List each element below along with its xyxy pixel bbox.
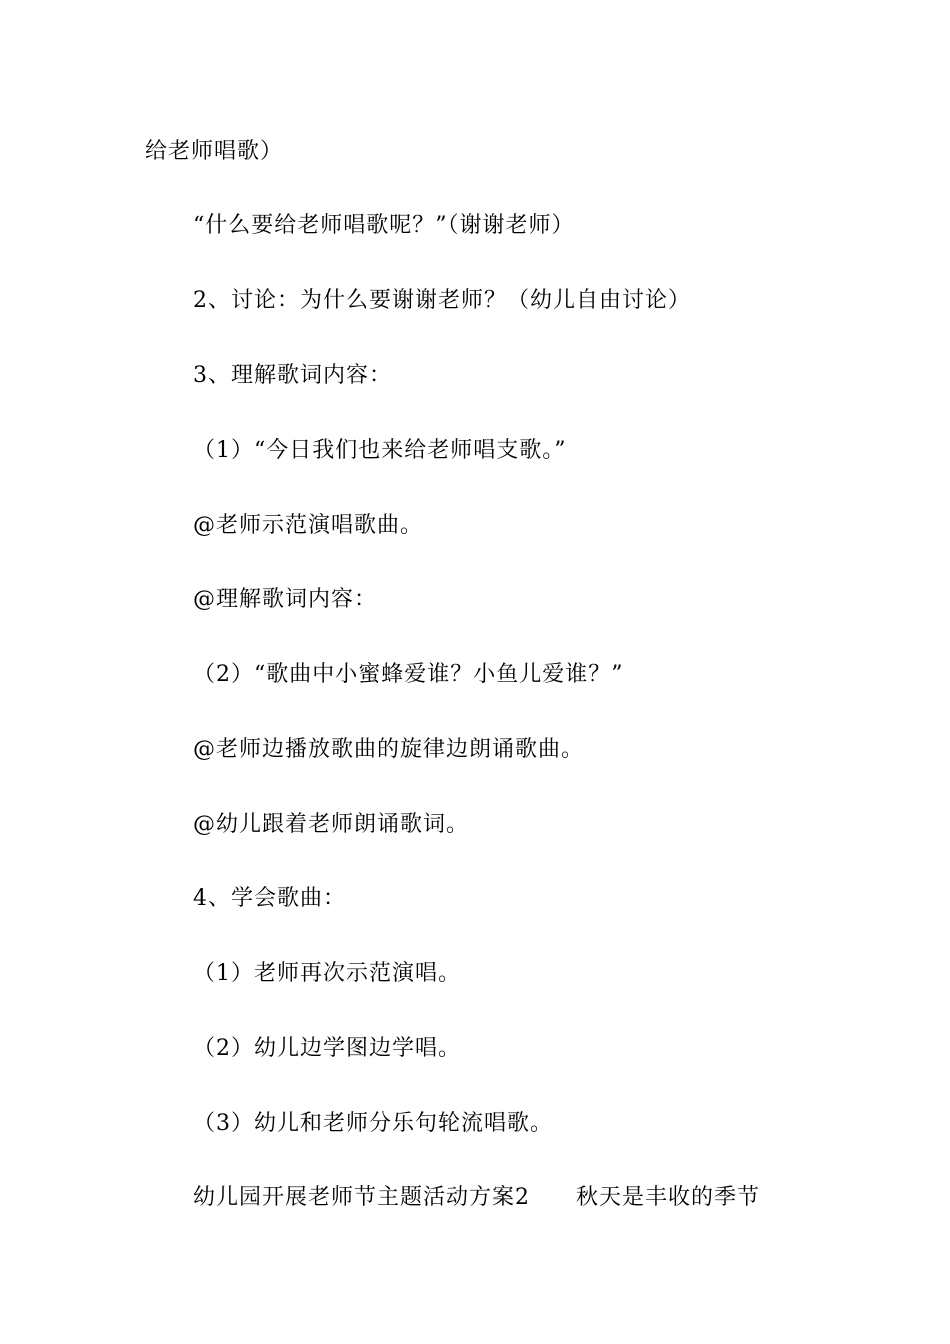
step-3-heading: 3、理解歌词内容： <box>193 363 392 388</box>
step-2-discussion: 2、讨论：为什么要谢谢老师？（幼儿自由讨论） <box>193 288 691 313</box>
text-line-continuation: 给老师唱歌） <box>145 139 284 164</box>
step-4-item-2: （2）幼儿边学图边学唱。 <box>193 1036 461 1061</box>
text-line-question: “什么要给老师唱歌呢？”（谢谢老师） <box>193 213 575 238</box>
plan-2-title-line: 幼儿园开展老师节主题活动方案2 秋天是丰收的季节 <box>193 1185 760 1210</box>
step-4-item-1: （1）老师再次示范演唱。 <box>193 961 461 986</box>
step-3-bullet-demo: @老师示范演唱歌曲。 <box>193 513 424 538</box>
step-3-item-1: （1）“今日我们也来给老师唱支歌。” <box>193 438 567 463</box>
step-3-bullet-melody: @老师边播放歌曲的旋律边朗诵歌曲。 <box>193 737 585 762</box>
step-3-bullet-recite: @幼儿跟着老师朗诵歌词。 <box>193 812 470 837</box>
step-4-item-3: （3）幼儿和老师分乐句轮流唱歌。 <box>193 1111 553 1136</box>
step-3-item-2: （2）“歌曲中小蜜蜂爱谁？小鱼儿爱谁？” <box>193 662 624 687</box>
step-4-heading: 4、学会歌曲： <box>193 886 346 911</box>
step-3-bullet-lyrics: @理解歌词内容： <box>193 587 378 612</box>
